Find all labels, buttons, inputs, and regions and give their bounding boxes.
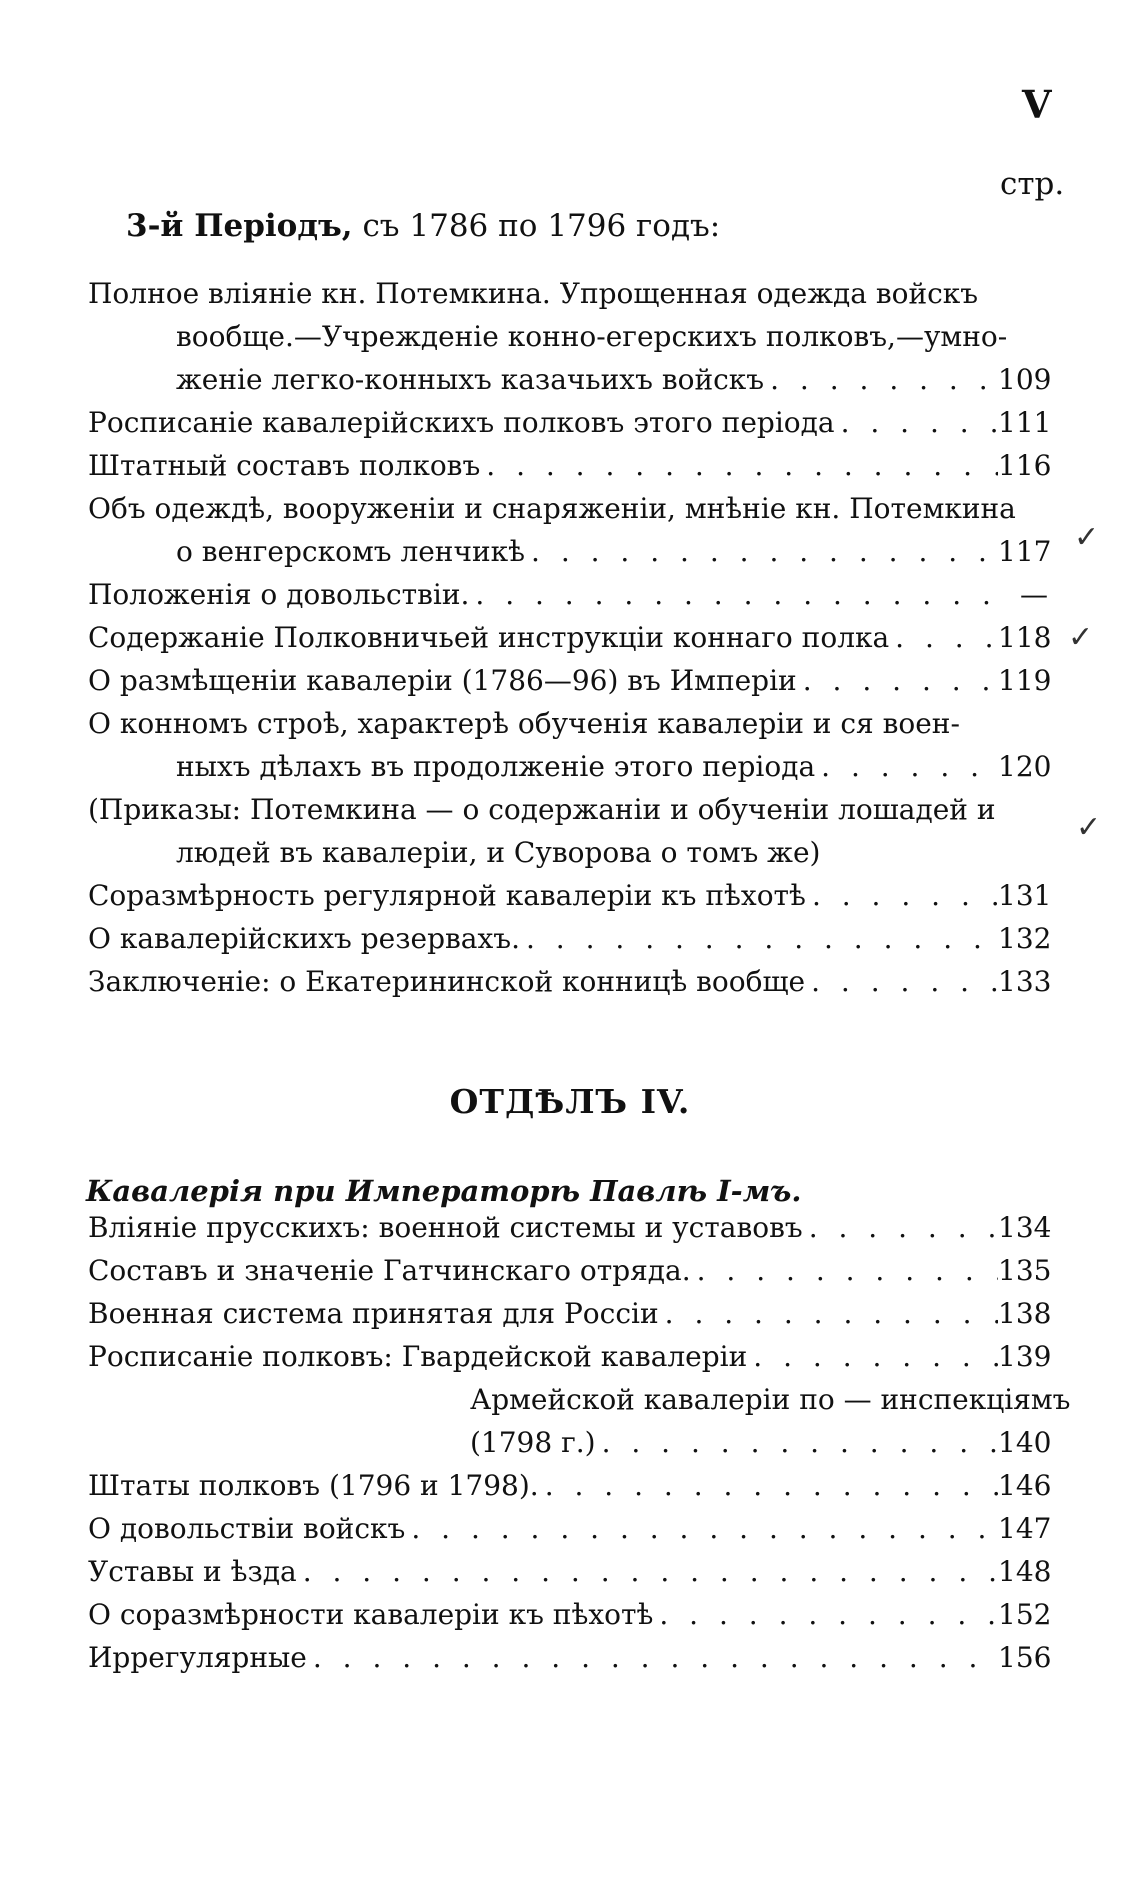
dot-leader [797, 659, 998, 702]
toc-entry [88, 1378, 1071, 1464]
dot-leader [806, 874, 998, 917]
toc-page-number: 120 [998, 750, 1052, 783]
toc-entry [88, 659, 1052, 702]
dot-leader [307, 1636, 998, 1679]
toc-entry-text: О размѣщеніи кавалеріи (1786—96) въ Имперіи [88, 664, 797, 697]
dot-leader [747, 1335, 998, 1378]
toc-entry-text: Уставы и ѣзда [88, 1555, 297, 1588]
dot-leader [889, 616, 998, 659]
dot-leader [596, 1421, 998, 1464]
reign-heading: Кавалерія при Императорѣ Павлѣ I-мъ. [86, 1174, 802, 1208]
margin-check-mark: ✓ [1076, 810, 1102, 845]
toc-entry-text: ныхъ дѣлахъ въ продолженіе этого періода [176, 750, 816, 783]
dot-leader [659, 1292, 998, 1335]
dot-leader [469, 573, 998, 616]
toc-entry [88, 1464, 1052, 1507]
toc-entry-text: Штатный составъ полковъ [88, 449, 481, 482]
toc-page-number: 138 [998, 1297, 1052, 1330]
toc-entry-text: (Приказы: Потемкина — о содержаніи и обученіи лошадей и [88, 793, 996, 826]
toc-period-3 [88, 272, 1052, 1003]
dot-leader [803, 1206, 998, 1249]
toc-entry [88, 573, 1048, 616]
toc-page-number: 111 [998, 406, 1052, 439]
toc-page-number: 116 [998, 449, 1052, 482]
toc-entry [88, 1206, 1052, 1249]
toc-page-number: 135 [998, 1254, 1052, 1287]
toc-entry [88, 1249, 1052, 1292]
toc-entry [88, 444, 1052, 487]
toc-page-number: — [1020, 578, 1048, 611]
toc-entry [88, 272, 1052, 401]
toc-entry [88, 960, 1052, 1003]
toc-page-number: 117 [998, 535, 1052, 568]
toc-entry-text: Положенія о довольствіи. [88, 578, 470, 611]
toc-entry [88, 1335, 1052, 1378]
toc-entry-text: Военная система принятая для Россіи [88, 1297, 659, 1330]
dot-leader [691, 1249, 998, 1292]
margin-check-mark: ✓ [1074, 520, 1100, 555]
toc-entry-text: людей въ кавалеріи, и Суворова о томъ же) [176, 836, 821, 869]
dot-leader [653, 1593, 998, 1636]
dot-leader [525, 530, 998, 573]
dot-leader [297, 1550, 998, 1593]
toc-page-number: 132 [998, 922, 1052, 955]
toc-entry [88, 874, 1052, 917]
toc-page-number: 152 [998, 1598, 1052, 1631]
toc-entry-text: Составъ и значеніе Гатчинскаго отряда. [88, 1254, 691, 1287]
toc-page-number: 146 [998, 1469, 1052, 1502]
toc-entry-text: Объ одеждѣ, вооруженіи и снаряженіи, мнѣніе кн. Потемкина [88, 492, 1016, 525]
toc-page-number: 118 [998, 621, 1052, 654]
toc-entry [88, 702, 1052, 788]
toc-entry-text: (1798 г.) [470, 1426, 596, 1459]
dot-leader [480, 444, 998, 487]
toc-page-number: 133 [998, 965, 1052, 998]
toc-entry [88, 1507, 1052, 1550]
toc-page-number: 147 [998, 1512, 1052, 1545]
toc-entry-text: женіе легко-конныхъ казачьихъ войскъ [176, 363, 765, 396]
toc-page-number: 134 [998, 1211, 1052, 1244]
toc-entry-text: Росписаніе кавалерійскихъ полковъ этого періода [88, 406, 835, 439]
toc-entry [88, 1593, 1052, 1636]
toc-entry-text: Штаты полковъ (1796 и 1798). [88, 1469, 539, 1502]
toc-page-number: 148 [998, 1555, 1052, 1588]
period-heading [126, 208, 720, 244]
page-column-label: стр. [1000, 166, 1065, 202]
toc-page-number: 156 [998, 1641, 1052, 1674]
toc-page-number: 119 [998, 664, 1052, 697]
toc-entry-text: Росписаніе полковъ: Гвардейской кавалеріи [88, 1340, 748, 1373]
toc-entry-text: Заключеніе: о Екатерининской конницѣ вообще [88, 965, 806, 998]
toc-entry-text: Соразмѣрность регулярной кавалеріи къ пѣхотѣ [88, 879, 806, 912]
toc-entry-text: Содержаніе Полковничьей инструкціи коннаго полка [88, 621, 890, 654]
toc-entry [88, 401, 1052, 444]
toc-entry [88, 917, 1052, 960]
dot-leader [805, 960, 998, 1003]
toc-page-number: 140 [998, 1426, 1052, 1459]
toc-page-number: 139 [998, 1340, 1052, 1373]
period-heading-bold: 3-й Періодъ, [126, 208, 353, 244]
toc-entry-text: о венгерскомъ ленчикѣ [176, 535, 526, 568]
margin-check-mark: ✓ [1068, 620, 1094, 655]
toc-page-number: 131 [998, 879, 1052, 912]
toc-entry-text: Полное вліяніе кн. Потемкина. Упрощенная одежда войскъ [88, 277, 979, 310]
toc-entry-text: Вліяніе прусскихъ: военной системы и уставовъ [88, 1211, 803, 1244]
period-heading-rest: съ 1786 по 1796 годъ: [352, 208, 721, 244]
toc-entry [88, 1550, 1052, 1593]
dot-leader [764, 358, 998, 401]
dot-leader [405, 1507, 998, 1550]
toc-entry-text: Армейской кавалеріи по — инспекціямъ [470, 1383, 1071, 1416]
toc-entry [88, 1292, 1052, 1335]
toc-section-4 [88, 1206, 1071, 1679]
toc-entry [88, 487, 1052, 573]
toc-entry [88, 616, 1052, 659]
section-heading: ОТДѢЛЪ IV. [449, 1082, 691, 1121]
dot-leader [835, 401, 998, 444]
toc-entry-text: О соразмѣрности кавалеріи къ пѣхотѣ [88, 1598, 654, 1631]
page-number: V [1022, 82, 1052, 127]
toc-entry-text: Иррегулярные [88, 1641, 307, 1674]
toc-page-number: 109 [998, 363, 1052, 396]
dot-leader [815, 745, 998, 788]
toc-entry-text: О конномъ строѣ, характерѣ обученія кавалеріи и ся воен- [88, 707, 960, 740]
dot-leader [539, 1464, 998, 1507]
toc-entry [88, 1636, 1052, 1679]
toc-entry-text: вообще.—Учрежденіе конно-егерскихъ полковъ,—умно- [176, 320, 1008, 353]
toc-entry-text: О довольствіи войскъ [88, 1512, 406, 1545]
toc-entry [88, 788, 1048, 874]
toc-entry-text: О кавалерійскихъ резервахъ. [88, 922, 520, 955]
dot-leader [520, 917, 998, 960]
